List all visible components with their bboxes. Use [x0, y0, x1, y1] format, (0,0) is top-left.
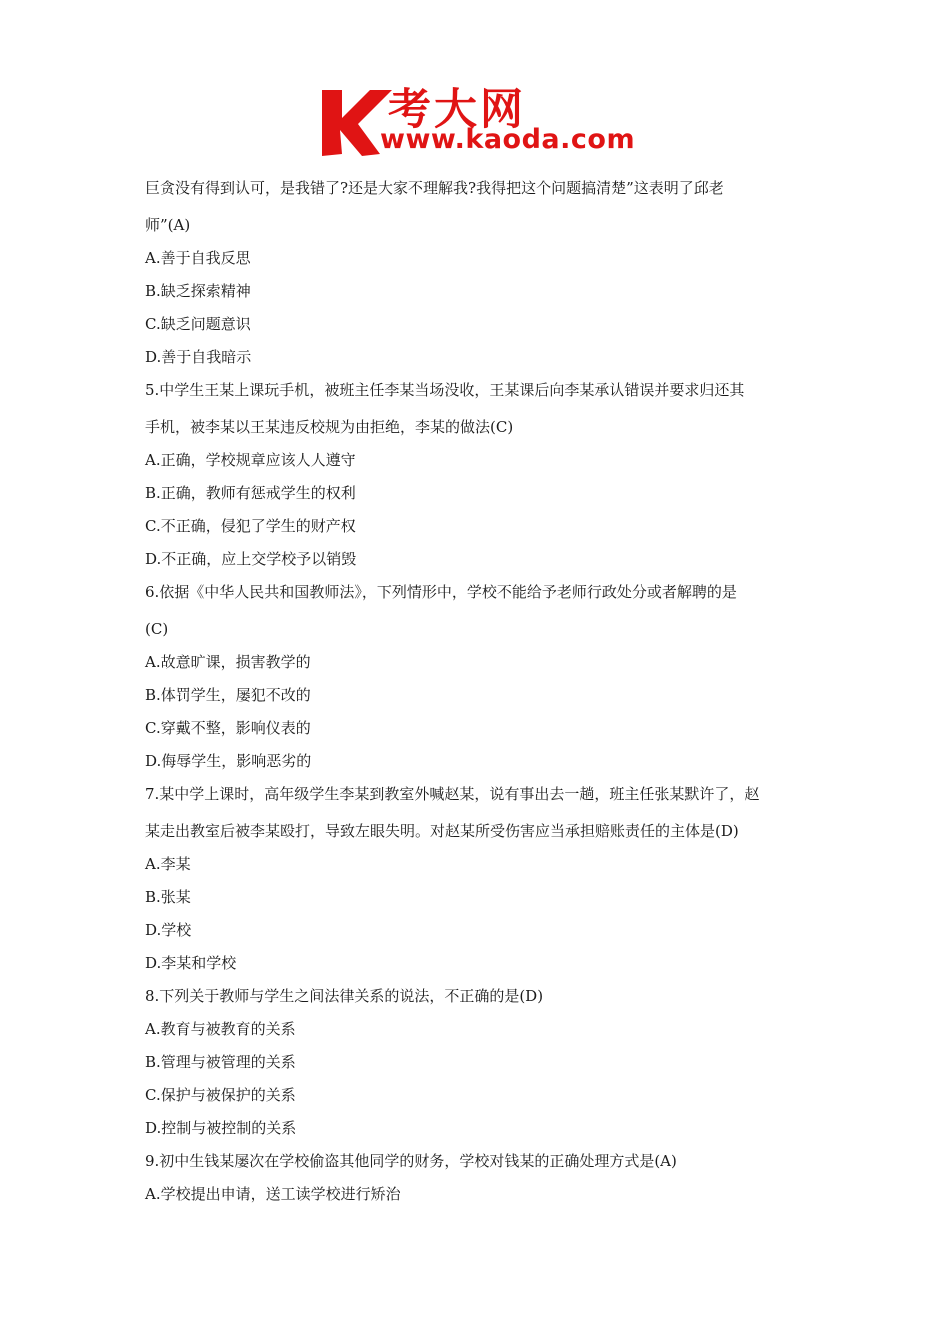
option-line: C.缺乏问题意识 — [145, 315, 251, 333]
question-line: 7.某中学上课时，高年级学生李某到教室外喊赵某，说有事出去一趟，班主任张某默许了，赵 — [145, 785, 760, 803]
option-line: A.李某 — [145, 855, 191, 873]
question-line: 9.初中生钱某屡次在学校偷盗其他同学的财务，学校对钱某的正确处理方式是(A) — [145, 1152, 677, 1170]
logo-url: www.kaoda.com — [380, 124, 636, 155]
option-line: D.学校 — [145, 921, 192, 939]
option-line: A.学校提出申请，送工读学校进行矫治 — [145, 1185, 401, 1203]
option-line: C.保护与被保护的关系 — [145, 1086, 296, 1104]
text-line: 师”(A) — [145, 216, 191, 234]
document-body — [145, 172, 809, 1211]
option-line: B.张某 — [145, 888, 191, 906]
option-line: D.善于自我暗示 — [145, 348, 252, 366]
option-line: C.穿戴不整，影响仪表的 — [145, 719, 311, 737]
question-line: 6.依据《中华人民共和国教师法》，下列情形中，学校不能给予老师行政处分或者解聘的是 — [145, 583, 737, 601]
option-line: C.不正确，侵犯了学生的财产权 — [145, 517, 356, 535]
option-line: D.不正确，应上交学校予以销毁 — [145, 550, 357, 568]
option-line: B.管理与被管理的关系 — [145, 1053, 296, 1071]
option-line: B.缺乏探索精神 — [145, 282, 251, 300]
text-line: 巨贪没有得到认可，是我错了?还是大家不理解我?我得把这个问题搞清楚”这表明了邱老 — [145, 179, 724, 197]
option-line: D.李某和学校 — [145, 954, 237, 972]
option-line: A.正确，学校规章应该人人遵守 — [145, 451, 356, 469]
option-line: D.侮辱学生，影响恶劣的 — [145, 752, 312, 770]
option-line: A.善于自我反思 — [145, 249, 251, 267]
option-line: A.教育与被教育的关系 — [145, 1020, 296, 1038]
question-line: 手机，被李某以王某违反校规为由拒绝，李某的做法(C) — [145, 418, 514, 436]
question-line: 5.中学生王某上课玩手机，被班主任李某当场没收，王某课后向李某承认错误并要求归还其 — [145, 381, 745, 399]
question-line: 某走出教室后被李某殴打，导致左眼失明。对赵某所受伤害应当承担赔账责任的主体是(D) — [145, 822, 739, 840]
question-line: 8.下列关于教师与学生之间法律关系的说法，不正确的是(D) — [145, 987, 544, 1005]
option-line: A.故意旷课，损害教学的 — [145, 653, 311, 671]
option-line: B.体罚学生，屡犯不改的 — [145, 686, 311, 704]
option-line: B.正确，教师有惩戒学生的权利 — [145, 484, 356, 502]
kaoda-logo — [318, 80, 640, 160]
logo-chinese-name: 考大网 — [388, 85, 526, 135]
question-line: (C) — [145, 620, 169, 638]
option-line: D.控制与被控制的关系 — [145, 1119, 297, 1137]
